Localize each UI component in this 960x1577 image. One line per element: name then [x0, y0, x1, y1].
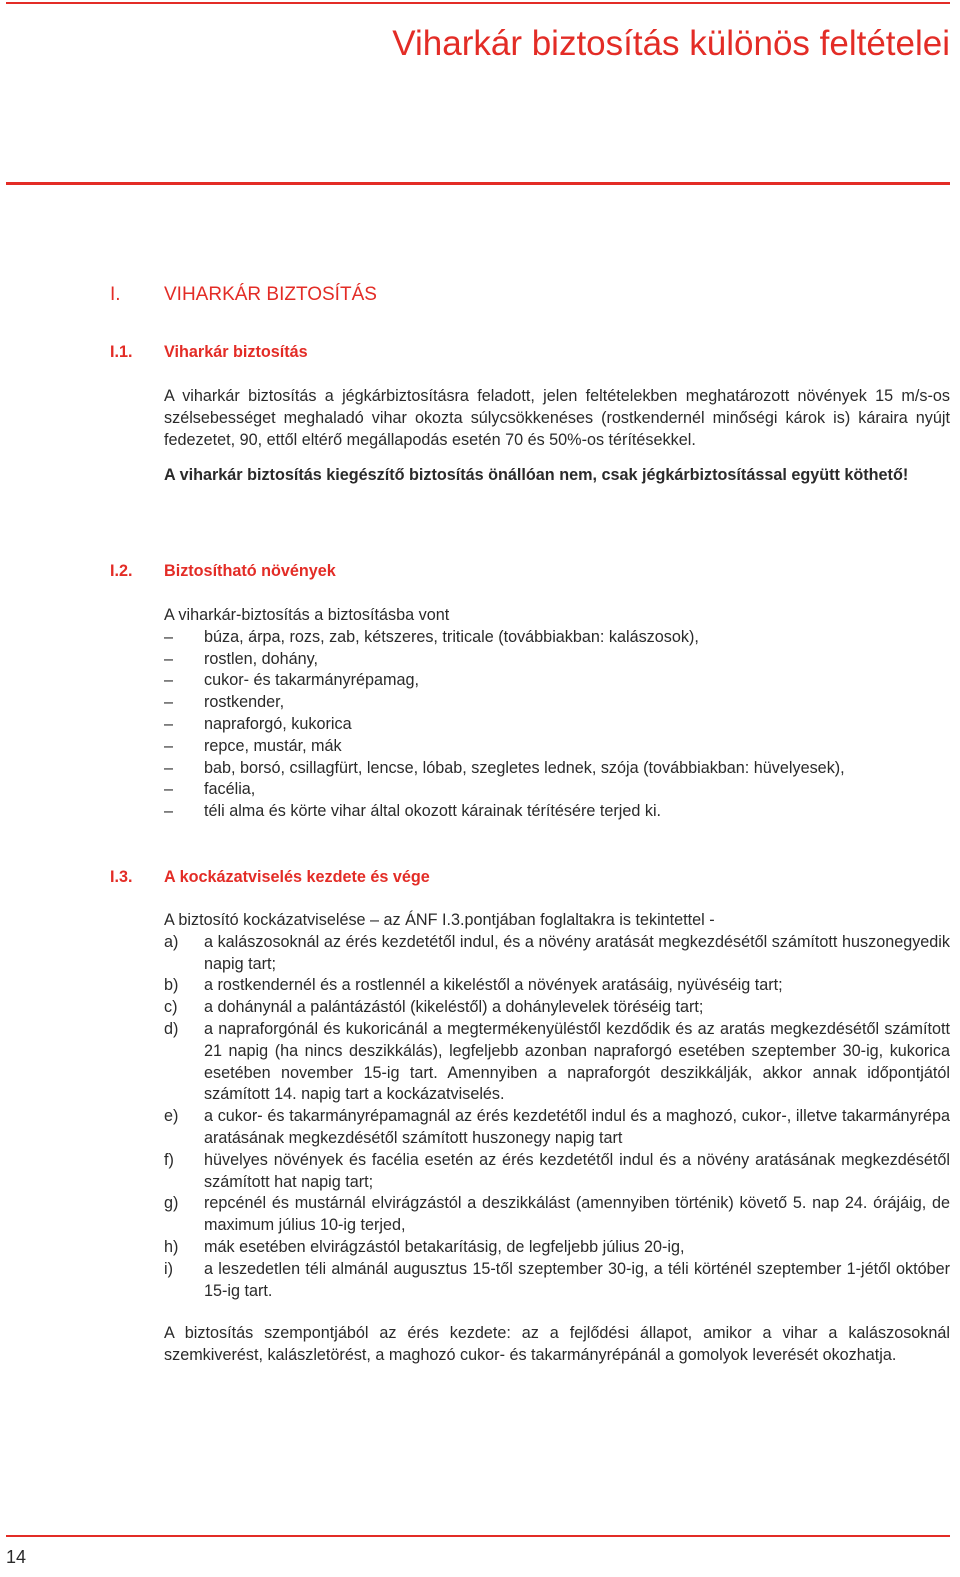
list-item — [164, 649, 950, 671]
list-item-text: bab, borsó, csillagfürt, lencse, lóbab, szegletes lednek, szója (továbbiakban: hüvelyesek), — [204, 758, 845, 777]
list-item-text: repce, mustár, mák — [204, 736, 342, 755]
list-letter: f) — [164, 1150, 174, 1169]
section-closing: A biztosítás szempontjából az érés kezdete: az a fejlődési állapot, amikor a vihar a kalászosoknál szemkiverést, kalászletörést, a maghozó cukor- és takarmányrépánál a gomolyok leverését okozhatja. — [164, 1324, 950, 1365]
list-item-text: a kalászosoknál az érés kezdetétől indul, és a növény aratását megkezdésétől számított huszonegyedik napig tart; — [204, 932, 950, 973]
risk-period-list — [164, 932, 950, 1303]
list-item — [164, 736, 950, 758]
list-item — [164, 932, 950, 976]
insurable-crops-list — [164, 627, 950, 823]
list-letter: d) — [164, 1019, 179, 1038]
list-letter: c) — [164, 998, 178, 1017]
list-item-text: rostkender, — [204, 693, 285, 712]
chapter-heading — [110, 282, 377, 308]
list-item-text: cukor- és takarmányrépamag, — [204, 671, 420, 690]
list-item-text: téli alma és körte vihar által okozott kárainak térítésére terjed ki. — [204, 802, 662, 821]
section-body-2 — [164, 605, 950, 823]
dash-bullet: – — [164, 780, 174, 799]
section-intro: A viharkár-biztosítás a biztosításba vont — [164, 606, 450, 624]
list-item-text: repcénél és mustárnál elvirágzástól a deszikkálást (amennyiben történik) követő 5. nap 24. órájáig, de maximum július 10-ig terjed, — [204, 1194, 950, 1235]
dash-bullet: – — [164, 693, 174, 712]
section-body-1 — [164, 386, 950, 487]
list-item — [164, 1150, 950, 1194]
section-number: I.3. — [110, 868, 133, 886]
list-item — [164, 1106, 950, 1150]
section-title: Viharkár biztosítás — [164, 343, 308, 361]
dash-bullet: – — [164, 802, 174, 821]
list-letter: i) — [164, 1259, 173, 1278]
list-item — [164, 801, 950, 823]
list-item-text: napraforgó, kukorica — [204, 714, 352, 733]
section-paragraph: A viharkár biztosítás a jégkárbiztosításra feladott, jelen feltételekben meghatározott növények 15 m/s-os szélsebességet meghaladó vihar okozta súlycsökkenéses (rostkendernél minőségi károk is) káraira nyújt fedezetet, 90, ettől eltérő megállapodás esetén 70 és 50%-os térítésekkel. — [164, 387, 950, 449]
list-letter: h) — [164, 1237, 179, 1256]
list-item-text: facélia, — [204, 780, 256, 799]
list-item — [164, 670, 950, 692]
dash-bullet: – — [164, 627, 174, 646]
list-item-text: búza, árpa, rozs, zab, kétszeres, triticale (továbbiakban: kalászosok), — [204, 627, 699, 646]
list-item-text: a rostkendernél és a rostlennél a kikeléstől a növények aratásáig, nyüvéséig tart; — [204, 976, 783, 995]
list-letter: e) — [164, 1107, 179, 1126]
section-body-3 — [164, 910, 950, 1367]
list-item-text: mák esetében elvirágzástól betakarításig, de legfeljebb július 20-ig, — [204, 1237, 685, 1256]
section-title: A kockázatviselés kezdete és vége — [164, 868, 430, 886]
section-number: I.2. — [110, 562, 133, 580]
list-item-text: a napraforgónál és kukoricánál a megtermékenyüléstől kezdődik és az aratás megkezdésétől számított 21 napig (ha nincs deszikkálás), legfeljebb azonban napraforgó esetében szeptember 30-ig, kukorica esetében november 15-ig tart. Amennyiben a napraforgót deszikkálják, akkor annak időpontjától számított 14. napig tart a kockázatviselés. — [204, 1019, 950, 1104]
list-item — [164, 714, 950, 736]
list-item — [164, 1019, 950, 1106]
dash-bullet: – — [164, 714, 174, 733]
section-number: I.1. — [110, 343, 133, 361]
dash-bullet: – — [164, 758, 174, 777]
list-item — [164, 1193, 950, 1237]
page-number: 14 — [6, 1547, 27, 1567]
footer-rule — [6, 1535, 950, 1537]
list-item — [164, 975, 847, 997]
dash-bullet: – — [164, 649, 174, 668]
section-intro: A biztosító kockázatviselése – az ÁNF I.3.pontjában foglaltakra is tekintettel - — [164, 911, 715, 929]
list-item — [164, 692, 950, 714]
list-item-text: a dohánynál a palántázástól (kikeléstől) a dohánylevelek töréséig tart; — [204, 998, 704, 1017]
dash-bullet: – — [164, 736, 174, 755]
section-heading-1 — [110, 342, 308, 364]
header-divider — [6, 182, 950, 185]
list-item-text: rostlen, dohány, — [204, 649, 318, 668]
list-item-text: hüvelyes növények és facélia esetén az érés kezdetétől indul és a növény aratásának megkezdésétől számított hat napig tart; — [204, 1150, 950, 1191]
chapter-title: VIHARKÁR BIZTOSÍTÁS — [164, 284, 377, 305]
list-letter: g) — [164, 1194, 179, 1213]
list-item — [164, 779, 950, 801]
top-rule — [6, 2, 950, 4]
list-item-text: a cukor- és takarmányrépamagnál az érés kezdetétől indul és a maghozó, cukor-, illetve takarmányrépa aratásának megkezdésétől számított huszonegy napig tart — [204, 1107, 950, 1147]
list-letter: b) — [164, 976, 179, 995]
page-title: Viharkár biztosítás különös feltételei — [392, 24, 950, 63]
section-heading-3 — [110, 867, 430, 889]
list-item — [164, 758, 950, 780]
chapter-number: I. — [110, 284, 121, 305]
list-item — [164, 1259, 950, 1303]
section-bold-note: A viharkár biztosítás kiegészítő biztosítás önállóan nem, csak jégkárbiztosítással együtt köthető! — [164, 466, 909, 485]
list-item-text: a leszedetlen téli almánál augusztus 15-től szeptember 30-ig, a téli körténél szeptember 1-jétől október 15-ig tart. — [204, 1259, 950, 1300]
list-letter: a) — [164, 932, 179, 951]
section-heading-2 — [110, 561, 336, 583]
list-item — [164, 997, 950, 1019]
list-item — [164, 627, 950, 649]
list-item — [164, 1237, 950, 1259]
section-title: Biztosítható növények — [164, 562, 336, 580]
dash-bullet: – — [164, 671, 174, 690]
